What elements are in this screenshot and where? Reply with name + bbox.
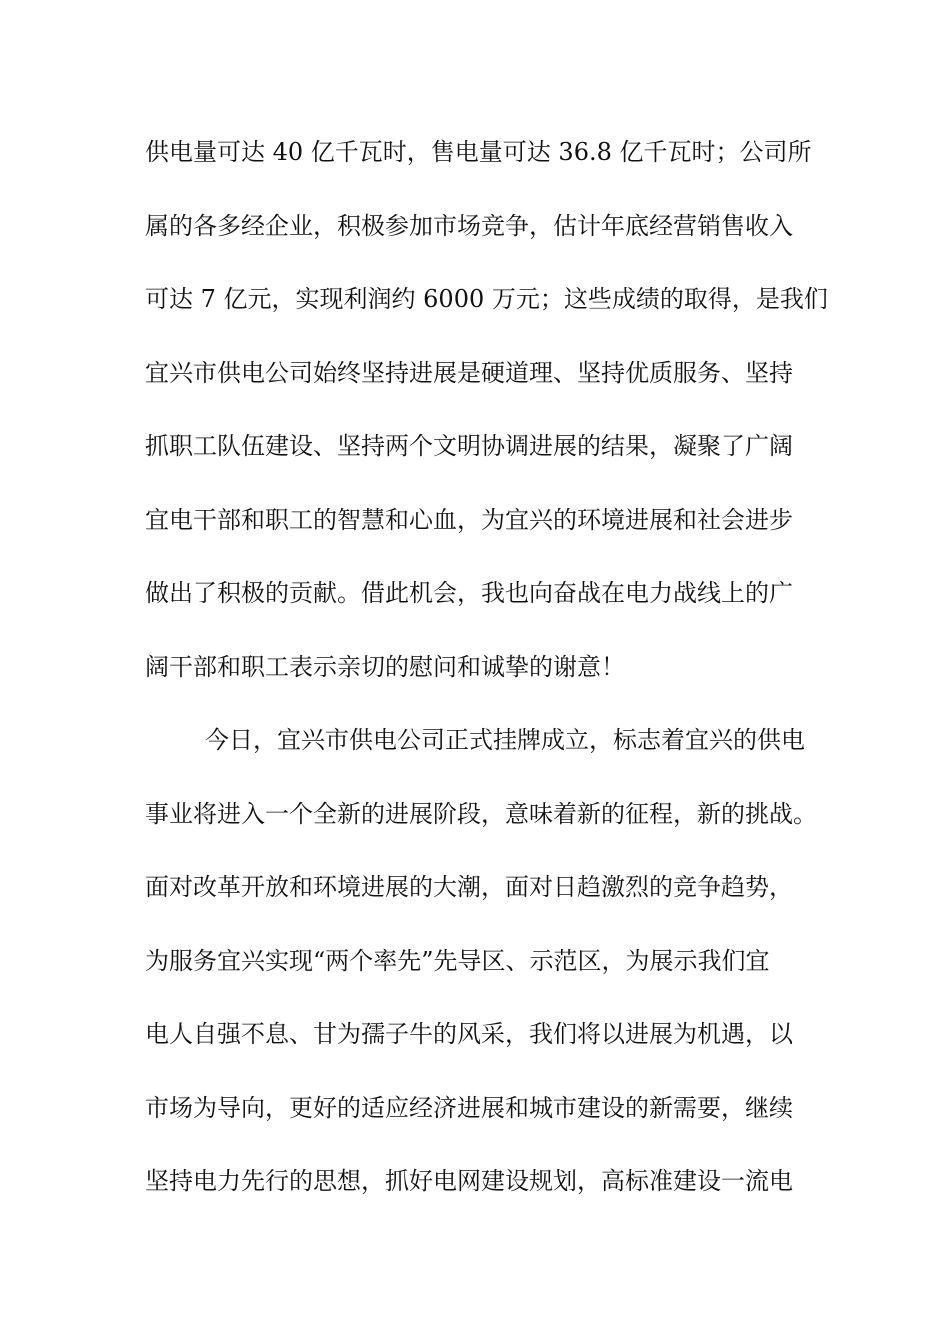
text-line-11: 面对改革开放和环境进展的大潮，面对日趋激烈的竞争趋势， — [145, 873, 793, 901]
text-line-4: 宜兴市供电公司始终坚持进展是硬道理、坚持优质服务、坚持 — [145, 358, 793, 387]
text-line-14: 市场为导向，更好的适应经济进展和城市建设的新需要，继续 — [145, 1093, 793, 1122]
text-line-5: 抓职工队伍建设、坚持两个文明协调进展的结果，凝聚了广阔 — [145, 432, 793, 460]
text-line-8: 阔干部和职工表示亲切的慰问和诚挚的谢意！ — [145, 652, 625, 681]
text-line-3: 可达 7 亿元，实现利润约 6000 万元；这些成绩的取得，是我们 — [145, 285, 828, 313]
text-line-1: 供电量可达 40 亿千瓦时，售电量可达 36.8 亿千瓦时；公司所 — [145, 138, 812, 166]
text-line-2: 属的各多经企业，积极参加市场竞争，估计年底经营销售收入 — [145, 211, 793, 240]
text-line-12: 为服务宜兴实现“两个率先”先导区、示范区，为展示我们宜 — [145, 946, 770, 975]
paragraph-start-line: 今日，宜兴市供电公司正式挂牌成立，标志着宜兴的供电 — [205, 726, 805, 754]
text-line-15: 坚持电力先行的思想，抓好电网建设规划，高标准建设一流电 — [145, 1167, 793, 1195]
text-line-6: 宜电干部和职工的智慧和心血，为宜兴的环境进展和社会进步 — [145, 505, 793, 534]
body-text — [145, 130, 828, 1233]
text-line-7: 做出了积极的贡献。借此机会，我也向奋战在电力战线上的广 — [145, 579, 793, 607]
text-line-13: 电人自强不息、甘为孺子牛的风采，我们将以进展为机遇，以 — [145, 1020, 793, 1048]
text-line-10: 事业将进入一个全新的进展阶段，意味着新的征程，新的挑战。 — [145, 799, 817, 828]
